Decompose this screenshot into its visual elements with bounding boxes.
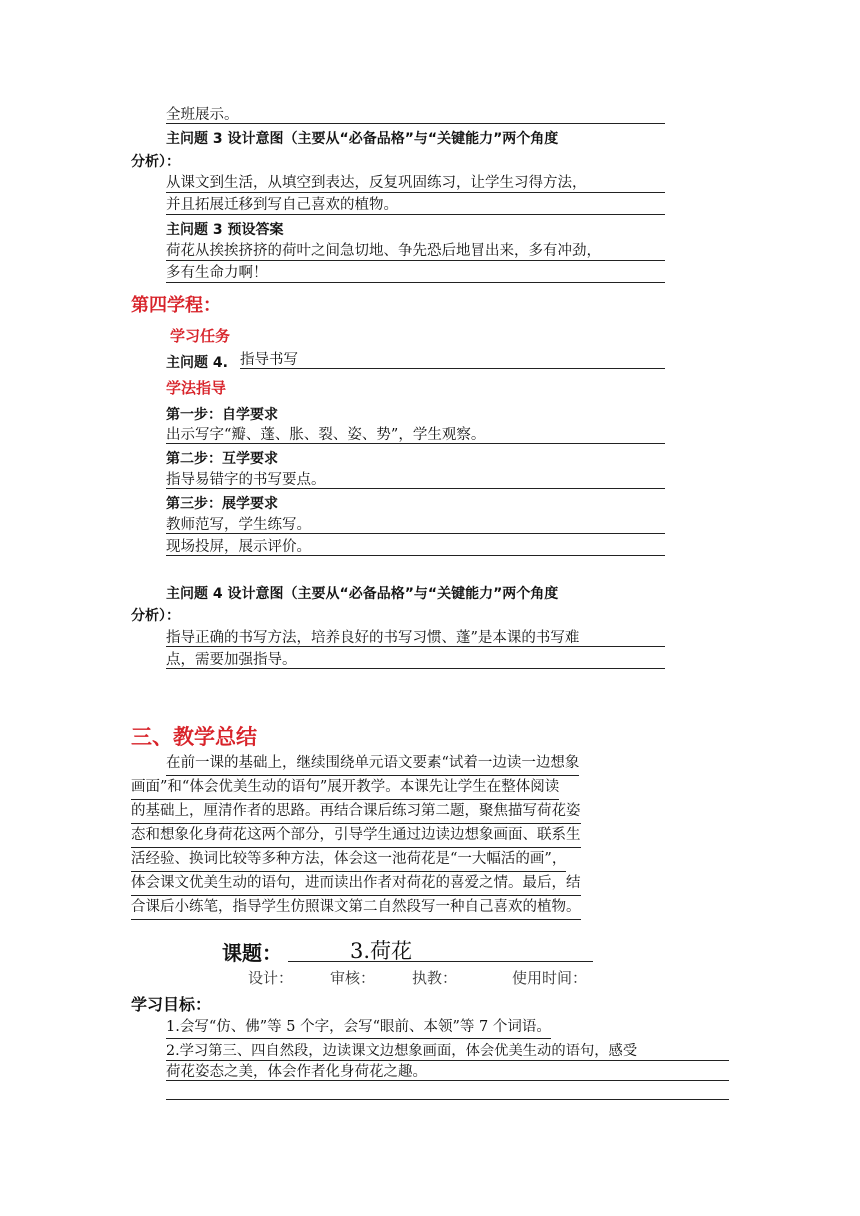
q3-design-line-2: 并且拓展迁移到写自己喜欢的植物。 xyxy=(166,197,398,213)
underline xyxy=(166,282,665,283)
stage-4-title: 第四学程： xyxy=(131,295,221,316)
goals-label: 学习目标： xyxy=(131,995,212,1014)
q3-design-heading: 主问题 3 设计意图（主要从“必备品格”与“关键能力”两个角度 xyxy=(166,131,559,147)
teacher-label: 执教： xyxy=(412,969,458,987)
underline xyxy=(166,1080,729,1081)
step-1-label: 第一步：自学要求 xyxy=(166,407,278,423)
underline xyxy=(166,555,665,556)
summary-line: 的基础上，厘清作者的思路。再结合课后练习第二题，聚焦描写荷花姿 xyxy=(131,799,581,824)
underline xyxy=(166,533,665,534)
summary-line: 活经验、换词比较等多种方法，体会这一池荷花是“一大幅活的画”， xyxy=(131,847,566,872)
review-label: 审核： xyxy=(330,969,376,987)
task-label: 学习任务 xyxy=(170,327,231,345)
topic-underline xyxy=(288,961,593,962)
step-3-text-2: 现场投屏，展示评价。 xyxy=(166,539,311,555)
step-3-text-1: 教师范写，学生练写。 xyxy=(166,517,311,533)
summary-title: 三、教学总结 xyxy=(131,725,257,749)
step-1-text: 出示写字“瓣、蓬、胀、裂、姿、势”，学生观察。 xyxy=(166,427,486,443)
q3-answer-line-2: 多有生命力啊！ xyxy=(166,265,268,281)
q3-show-text: 全班展示。 xyxy=(166,107,239,123)
method-label: 学法指导 xyxy=(166,379,227,397)
summary-line: 画面”和“体会优美生动的语句”展开教学。本课先让学生在整体阅读 xyxy=(131,775,559,800)
q4-design-heading-cont: 分析）： xyxy=(131,608,180,624)
step-3-label: 第三步：展学要求 xyxy=(166,496,278,512)
q3-answer-line-1: 荷花从挨挨挤挤的荷叶之间急切地、争先恐后地冒出来，多有冲劲， xyxy=(166,243,601,259)
q4-design-line-1: 指导正确的书写方法，培养良好的书写习惯、蓬”是本课的书写难 xyxy=(166,630,580,646)
step-2-text: 指导易错字的书写要点。 xyxy=(166,472,326,488)
topic-label: 课题： xyxy=(222,941,282,965)
underline xyxy=(166,443,665,444)
summary-line: 态和想象化身荷花这两个部分，引导学生通过边读边想象画面、联系生 xyxy=(131,823,581,848)
time-label: 使用时间： xyxy=(512,969,588,987)
q3-design-line-1: 从课文到生活，从填空到表达，反复巩固练习，让学生习得方法， xyxy=(166,175,587,191)
summary-line: 合课后小练笔，指导学生仿照课文第二自然段写一种自己喜欢的植物。 xyxy=(131,895,581,920)
underline xyxy=(166,192,665,193)
q4-design-line-2: 点，需要加强指导。 xyxy=(166,652,297,668)
goal-1: 1.会写“仿、佛”等 5 个字，会写“眼前、本领”等 7 个词语。 xyxy=(166,1016,551,1039)
underline xyxy=(166,488,665,489)
q4-label: 主问题 4. xyxy=(166,355,228,371)
q4-design-heading: 主问题 4 设计意图（主要从“必备品格”与“关键能力”两个角度 xyxy=(166,586,559,602)
underline xyxy=(166,123,665,124)
q3-design-heading-cont: 分析）： xyxy=(131,154,180,170)
underline xyxy=(166,668,665,669)
summary-line: 体会课文优美生动的语句，进而读出作者对荷花的喜爱之情。最后，结 xyxy=(131,871,581,896)
step-2-label: 第二步：互学要求 xyxy=(166,451,278,467)
design-label: 设计： xyxy=(248,969,294,987)
topic-value: 3.荷花 xyxy=(350,939,413,963)
goal-2-line-2: 荷花姿态之美，体会作者化身荷花之趣。 xyxy=(166,1064,427,1080)
summary-line: 在前一课的基础上，继续围绕单元语文要素“试着一边读一边想象 xyxy=(166,751,579,776)
q4-text: 指导书写 xyxy=(240,352,298,368)
underline xyxy=(240,368,665,369)
underline xyxy=(166,260,665,261)
goal-2-line-1: 2.学习第三、四自然段，边读课文边想象画面，体会优美生动的语句，感受 xyxy=(166,1043,638,1059)
underline xyxy=(166,646,665,647)
underline xyxy=(166,1099,729,1100)
q3-answer-heading: 主问题 3 预设答案 xyxy=(166,222,284,238)
underline xyxy=(166,214,665,215)
